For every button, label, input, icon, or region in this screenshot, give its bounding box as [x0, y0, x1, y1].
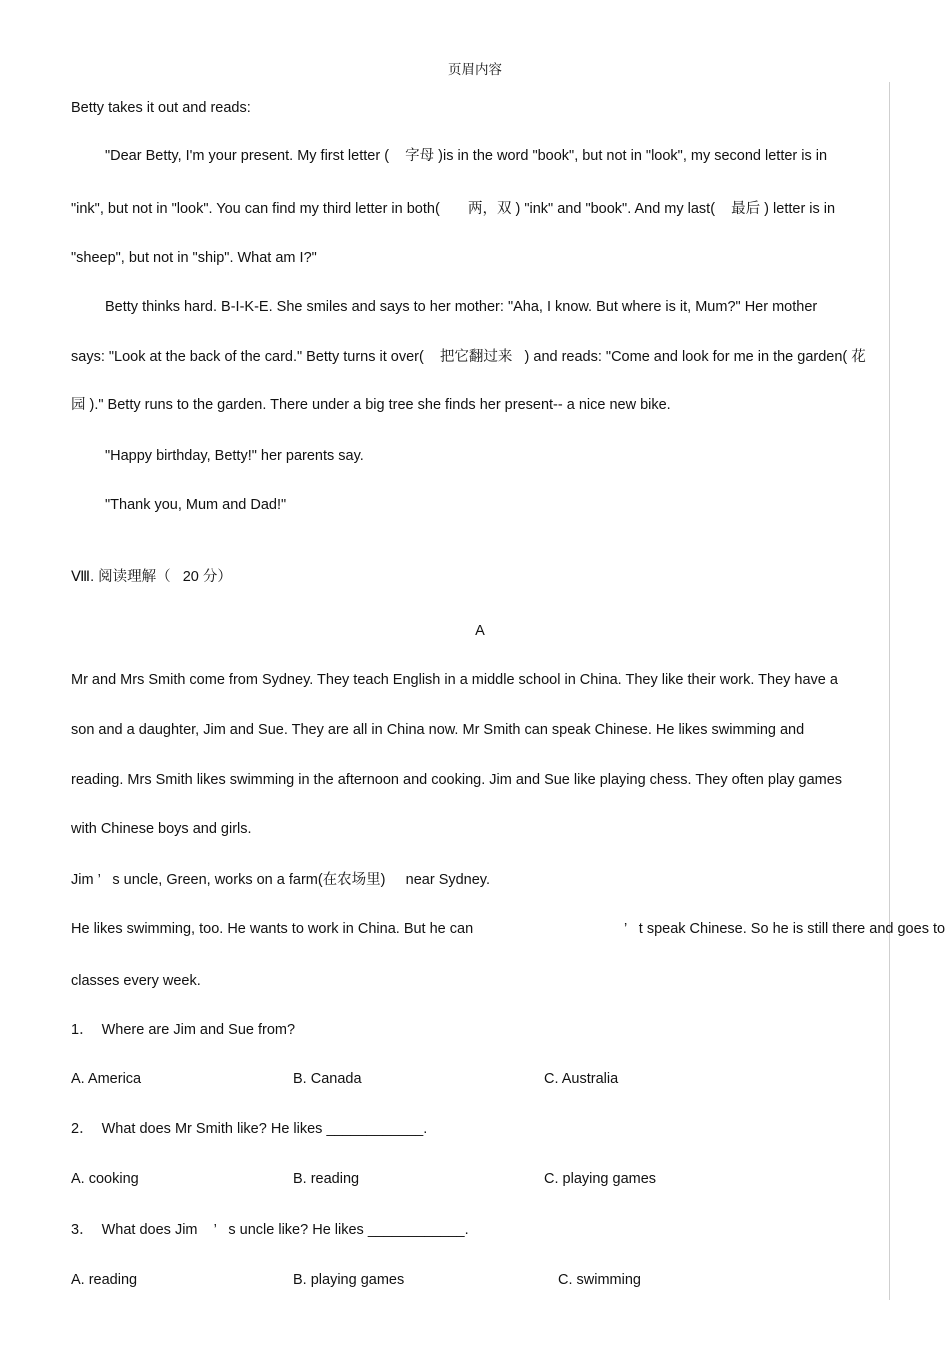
passage-line: Mr and Mrs Smith come from Sydney. They teach English in a middle school in China. They like their work. They have a	[71, 672, 838, 688]
passage-line: classes every week.	[71, 973, 201, 989]
story-paragraph: "sheep", but not in "ship". What am I?"	[71, 250, 317, 266]
passage-line: son and a daughter, Jim and Sue. They are all in China now. Mr Smith can speak Chinese. He likes swimming and	[71, 722, 805, 738]
answer-option: B. playing games	[293, 1272, 405, 1288]
answer-option: C. playing games	[544, 1171, 657, 1187]
story-paragraph: Betty thinks hard. B-I-K-E. She smiles and says to her mother: "Aha, I know. But where is it, Mum?" Her mother	[105, 299, 818, 315]
story-paragraph: "ink", but not in "look". You can find my third letter in both( 两，双 ) "ink" and "book". And my last( 最后 ) letter is in	[71, 201, 836, 217]
answer-option: A. America	[71, 1071, 142, 1087]
question-stem: 2． What does Mr Smith like? He likes ____________.	[71, 1121, 428, 1137]
page-header: 页眉内容	[448, 62, 502, 78]
answer-option: B. reading	[293, 1171, 360, 1187]
question-stem: 1． Where are Jim and Sue from?	[71, 1022, 296, 1038]
story-paragraph: "Thank you, Mum and Dad!"	[105, 497, 287, 513]
passage-line: He likes swimming, too. He wants to work in China. But he can	[71, 921, 474, 937]
story-paragraph: 园 )." Betty runs to the garden. There under a big tree she finds her present-- a nice new bike.	[71, 397, 671, 413]
story-paragraph: Betty takes it out and reads:	[71, 100, 251, 116]
answer-option: B. Canada	[293, 1071, 362, 1087]
answer-option: A. cooking	[71, 1171, 139, 1187]
story-paragraph: "Dear Betty, I'm your present. My first letter ( 字母 )is in the word "book", but not in "look", my second letter is in	[105, 148, 828, 164]
story-paragraph: "Happy birthday, Betty!" her parents say.	[105, 448, 364, 464]
question-stem: 3． What does Jim ’ s uncle like? He likes ____________.	[71, 1222, 469, 1238]
passage-line: Jim ’ s uncle, Green, works on a farm(在农场里) near Sydney.	[71, 872, 491, 888]
passage-line: reading. Mrs Smith likes swimming in the afternoon and cooking. Jim and Sue like playing chess. They often play games	[71, 772, 843, 788]
answer-option: C. swimming	[558, 1272, 641, 1288]
passage-line-continued: ’ t speak Chinese. So he is still there and goes to	[624, 921, 946, 937]
page-edge-rule	[889, 82, 890, 1300]
part-label: A	[475, 623, 485, 639]
passage-line: with Chinese boys and girls.	[71, 821, 252, 837]
answer-option: A. reading	[71, 1272, 138, 1288]
story-paragraph: says: "Look at the back of the card." Betty turns it over( 把它翻过来 ) and reads: "Come and look for me in the garden( 花	[71, 349, 866, 365]
section-title: Ⅷ. 阅读理解（ 20 分）	[71, 569, 232, 585]
answer-option: C. Australia	[544, 1071, 619, 1087]
